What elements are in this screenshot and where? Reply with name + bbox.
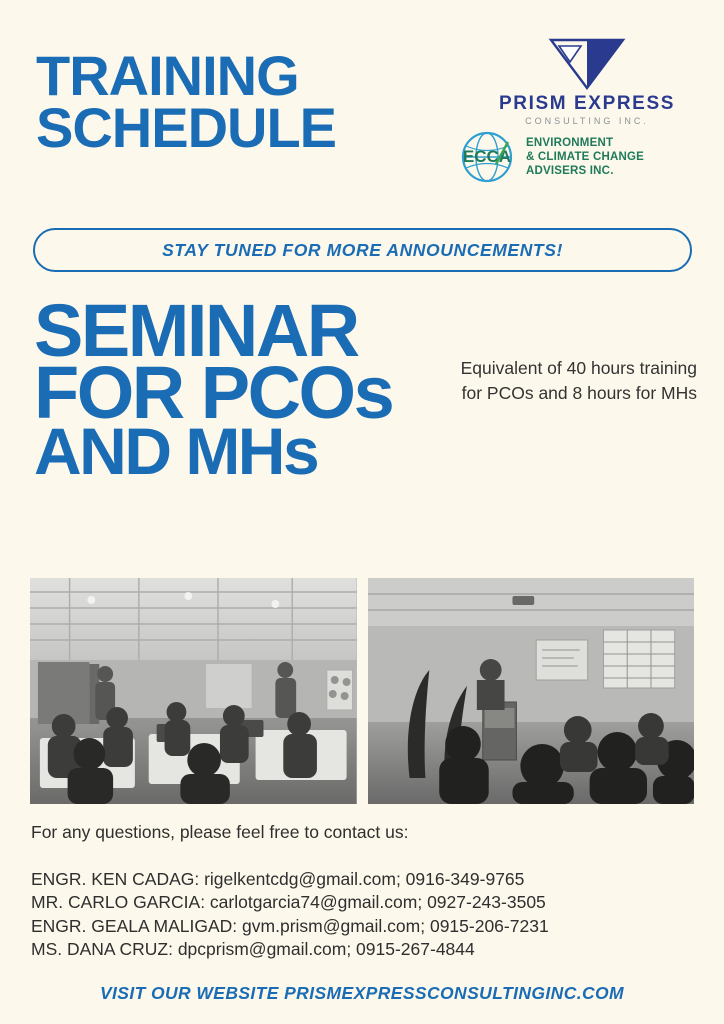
contact-item-1: ENGR. KEN CADAG: rigelkentcdg@gmail.com; 0916-349-9765 (31, 869, 525, 889)
website-footer: VISIT OUR WEBSITE PRISMEXPRESSCONSULTINGINC.COM (99, 983, 625, 1003)
contact-list (31, 868, 700, 961)
svg-text:ECCA: ECCA (462, 147, 512, 166)
ecca-globe-icon (456, 128, 518, 186)
seminar-headline (34, 289, 454, 489)
title-line-2: SCHEDULE (36, 95, 337, 159)
title-line-1: TRAINING (36, 44, 299, 107)
headline-line-1: SEMINAR (34, 289, 358, 372)
contact-item-4: MS. DANA CRUZ: dpcprism@gmail.com; 0915-267-4844 (31, 938, 475, 959)
headline-line-3: AND MHs (34, 414, 318, 489)
prism-triangle-icon (537, 36, 637, 90)
poster-header (34, 36, 694, 221)
equivalency-note: Equivalent of 40 hours training for PCOs and 8 hours for MHs (460, 358, 697, 403)
photo-gallery (30, 578, 694, 804)
page-title (36, 44, 456, 159)
speaker-at-podium-photo (368, 578, 695, 804)
announcement-text: STAY TUNED FOR MORE ANNOUNCEMENTS! (162, 239, 563, 260)
contact-item-3: ENGR. GEALA MALIGAD: gvm.prism@gmail.com; 0915-206-7231 (31, 915, 549, 936)
seminar-room-attendees-photo (30, 578, 357, 804)
ecca-line-1: ENVIRONMENT (526, 136, 614, 149)
ecca-logo (456, 128, 686, 186)
headline-line-2: FOR PCOs (34, 351, 393, 435)
prism-logo-sub: CONSULTING INC. (525, 116, 649, 126)
announcement-banner (33, 228, 692, 272)
prism-express-logo (492, 36, 682, 126)
contact-intro: For any questions, please feel free to contact us: (31, 822, 409, 842)
contact-item-2: MR. CARLO GARCIA: carlotgarcia74@gmail.com; 0927-243-3505 (31, 892, 546, 913)
ecca-line-3: ADVISERS INC. (526, 165, 614, 177)
ecca-logo-text (526, 136, 644, 178)
ecca-line-2: & CLIMATE CHANGE (526, 150, 644, 163)
prism-logo-name: PRISM EXPRESS (498, 93, 675, 114)
